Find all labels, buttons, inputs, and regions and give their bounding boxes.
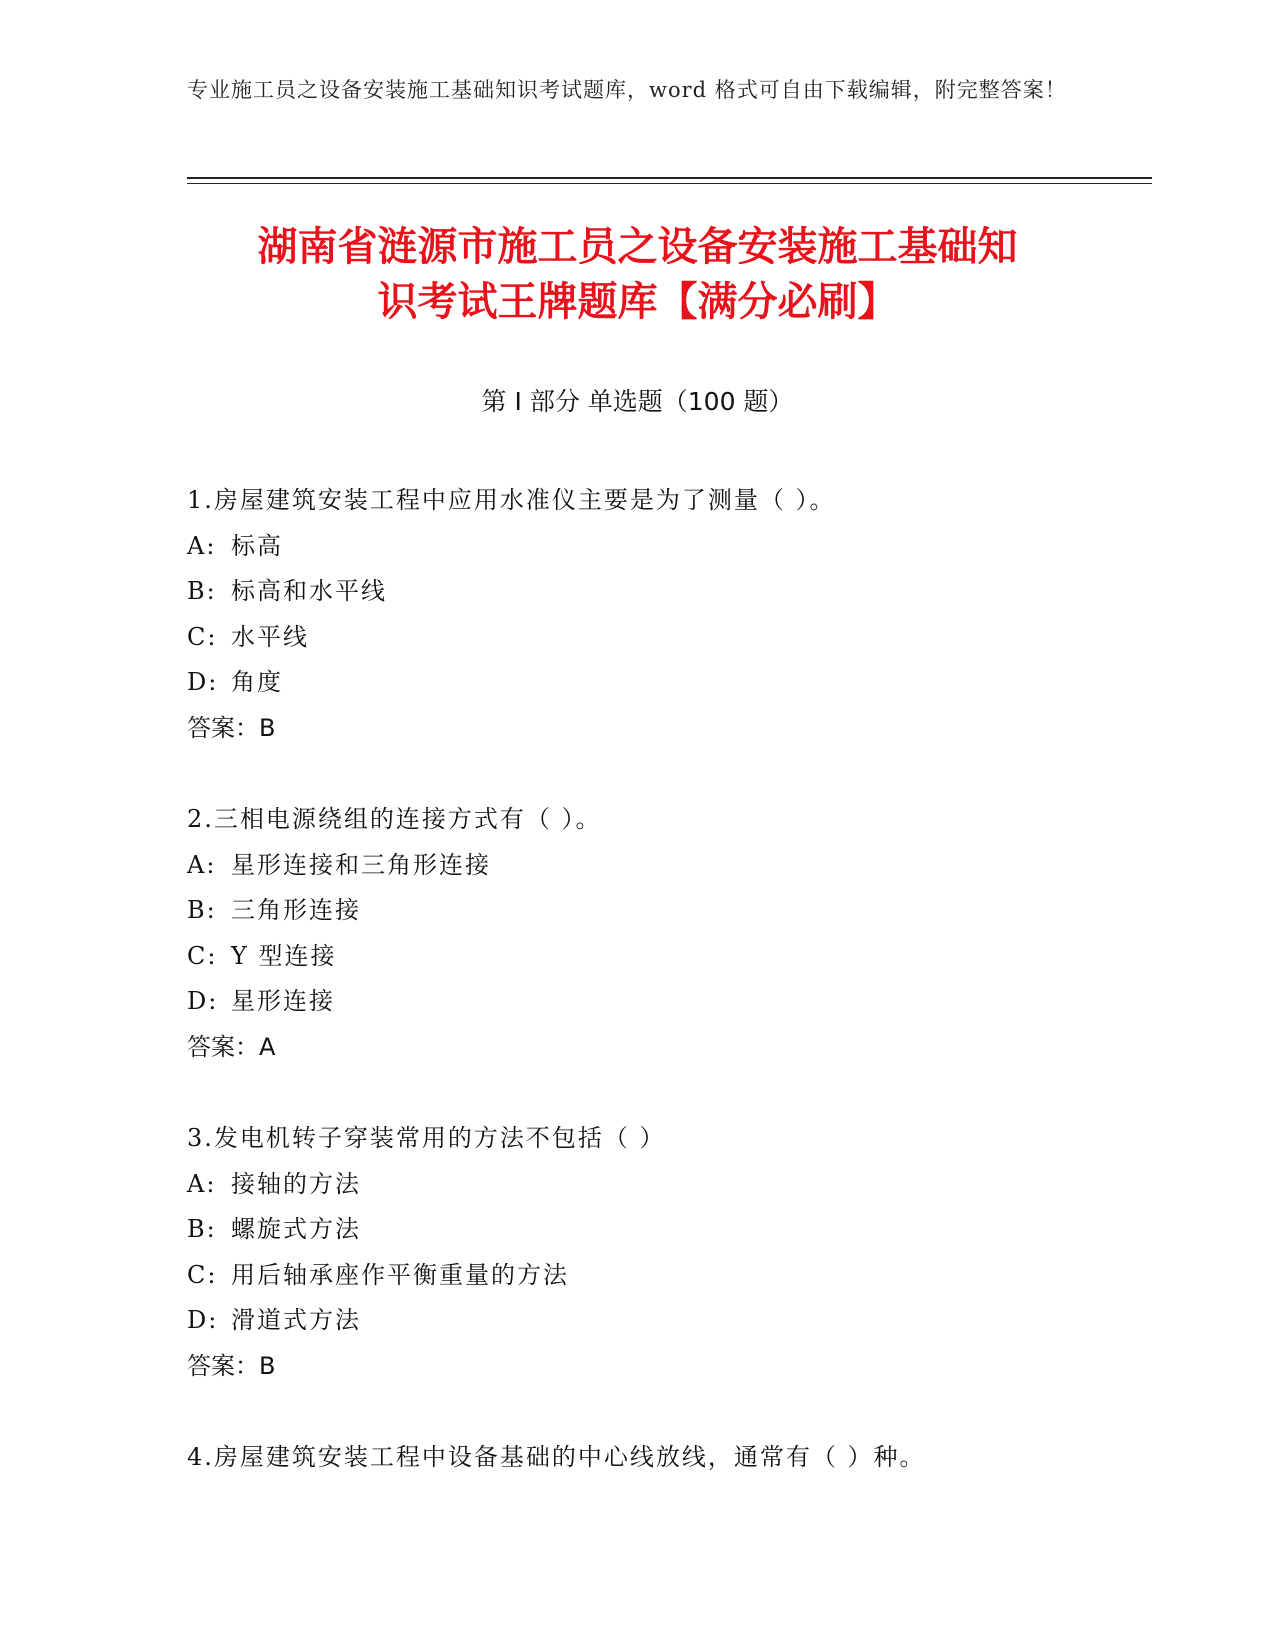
answer-text: 答案：B xyxy=(187,1351,276,1380)
section-title: 第 I 部分 单选题（100 题） xyxy=(481,387,794,416)
option-d xyxy=(187,979,1127,1025)
option-text: 水平线 xyxy=(231,622,309,651)
option-a xyxy=(187,843,1127,889)
option-b xyxy=(187,1207,1127,1253)
option-c xyxy=(187,615,1127,661)
header-divider-thin xyxy=(187,183,1152,184)
option-d xyxy=(187,660,1127,706)
option-letter: B: xyxy=(187,1215,217,1243)
document-title-line-1: 湖南省涟源市施工员之设备安装施工基础知 xyxy=(257,224,1018,270)
question-list xyxy=(187,478,1127,1527)
option-letter: D: xyxy=(187,987,219,1015)
question-stem: 3.发电机转子穿装常用的方法不包括（ ） xyxy=(187,1124,666,1152)
option-text: 螺旋式方法 xyxy=(231,1215,361,1243)
option-letter: C: xyxy=(187,941,218,970)
option-text: 三角形连接 xyxy=(231,896,361,924)
answer-text: 答案：B xyxy=(187,713,276,742)
option-letter: B: xyxy=(187,577,217,605)
option-a xyxy=(187,524,1127,570)
option-text: 用后轴承座作平衡重量的方法 xyxy=(231,1260,569,1289)
answer-text: 答案：A xyxy=(187,1032,276,1061)
question-1 xyxy=(187,478,1127,751)
option-letter: A: xyxy=(187,850,217,879)
document-title-line-2: 识考试王牌题库【满分必刷】 xyxy=(377,279,898,325)
option-b xyxy=(187,888,1127,934)
option-d xyxy=(187,1298,1127,1344)
question-stem: 4.房屋建筑安装工程中设备基础的中心线放线，通常有（ ）种。 xyxy=(187,1443,926,1471)
option-text: 接轴的方法 xyxy=(231,1169,361,1198)
question-3 xyxy=(187,1116,1127,1389)
option-letter: C: xyxy=(187,622,218,651)
question-stem: 2.三相电源绕组的连接方式有（ ）。 xyxy=(187,805,602,833)
option-b xyxy=(187,569,1127,615)
option-text: 标高 xyxy=(231,531,283,560)
option-text: Y 型连接 xyxy=(231,941,337,970)
option-letter: D: xyxy=(187,668,219,696)
option-letter: A: xyxy=(187,531,217,560)
question-stem: 1.房屋建筑安装工程中应用水准仪主要是为了测量（ ）。 xyxy=(187,486,836,514)
option-letter: B: xyxy=(187,896,217,924)
option-letter: D: xyxy=(187,1306,219,1334)
header-divider-thick xyxy=(187,177,1152,179)
option-text: 滑道式方法 xyxy=(231,1306,361,1334)
document-title xyxy=(140,220,1135,330)
option-c xyxy=(187,934,1127,980)
question-2 xyxy=(187,797,1127,1070)
option-text: 星形连接和三角形连接 xyxy=(231,850,491,879)
question-4 xyxy=(187,1435,1127,1481)
option-a xyxy=(187,1162,1127,1208)
option-text: 标高和水平线 xyxy=(231,577,387,605)
option-text: 角度 xyxy=(231,668,283,696)
header-note: 专业施工员之设备安装施工基础知识考试题库，word 格式可自由下载编辑，附完整答案！ xyxy=(187,78,1067,102)
option-letter: A: xyxy=(187,1169,217,1198)
option-c xyxy=(187,1253,1127,1299)
option-text: 星形连接 xyxy=(231,987,335,1015)
option-letter: C: xyxy=(187,1260,218,1289)
